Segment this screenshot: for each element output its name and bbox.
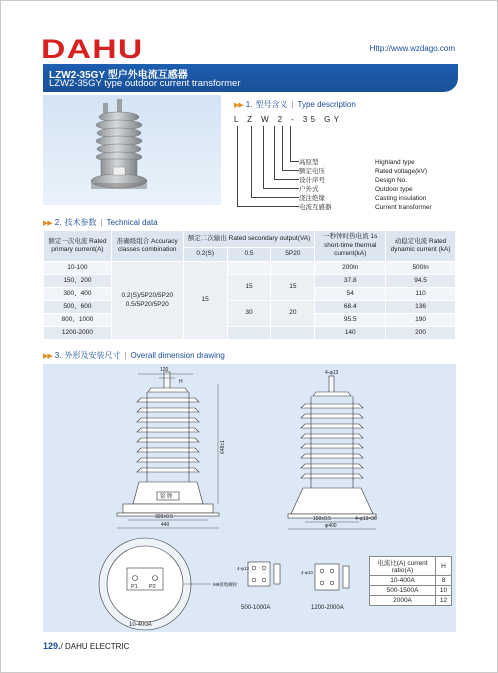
- side-view: [288, 376, 376, 529]
- type-row: 高原型 Highland type: [299, 159, 415, 166]
- output-05-b: 30: [227, 301, 271, 327]
- col-header-02s: 0.2(S): [183, 248, 227, 262]
- col-header-5p20: 5P20: [271, 248, 315, 262]
- table-row: 500、600 30 20 68.4 136: [44, 301, 456, 314]
- page-number: 129.: [43, 641, 61, 651]
- type-section-header: ▶▶ 1. 型号含义 | Type description: [234, 100, 356, 109]
- dahu-logo: DAHU: [41, 34, 144, 64]
- dim-4x13-terminal-a: 4-φ13: [237, 566, 249, 571]
- arrow-bullet-icon: ▶▶: [234, 101, 243, 109]
- table-row: 1200-2000 140 200: [44, 327, 456, 340]
- terminal-detail-1200-2000: [315, 564, 349, 590]
- terminal-detail-500-1000: [248, 562, 280, 586]
- type-code: L Z W 2 - 35 GY: [234, 115, 343, 124]
- table-row: 10-400A 8: [370, 576, 452, 586]
- caption-10-400a: 10-400A: [129, 622, 152, 628]
- table-row: 10-100 0.2(S)/5P20/5P20 0.5/5P20/5P20 15 200In 500In: [44, 262, 456, 275]
- h-header: H: [436, 557, 452, 576]
- ground-bolt-label: M8接地螺栓: [213, 582, 238, 587]
- dim-440: 440: [161, 522, 170, 528]
- dimension-drawing: [43, 364, 456, 632]
- col-header-thermal: 一秒钟时热电流 1s short-time thermal current(kA): [315, 231, 386, 262]
- dim-150: 150±0.5: [313, 516, 332, 522]
- type-row: 电流互感器 Current transformer: [299, 204, 432, 211]
- website-url[interactable]: Http://www.wzdago.com: [369, 44, 455, 53]
- col-header-accuracy: 准确级组合 Accuracy classes combination: [111, 231, 183, 262]
- type-row: 额定电压 Rated voltage(kV): [299, 168, 428, 175]
- output-02s: 15: [183, 262, 227, 340]
- dim-section-header: ▶▶ 3. 外形及安装尺寸 | Overall dimension drawing: [43, 351, 225, 360]
- type-row: 浇注绝缘 Casting insulation: [299, 195, 427, 202]
- arrow-bullet-icon: ▶▶: [43, 352, 52, 360]
- table-row: 300、400 54 110: [44, 288, 456, 301]
- arrow-bullet-icon: ▶▶: [43, 219, 52, 227]
- type-row: 户外式 Outdoor type: [299, 186, 413, 193]
- dim-h-label: H: [179, 379, 183, 385]
- table-row: 500-1500A 10: [370, 586, 452, 596]
- terminal-p1: P1: [131, 584, 138, 590]
- transformer-photo-icon: [43, 95, 221, 205]
- table-row: 150、200 15 15 37.8 94.5: [44, 275, 456, 288]
- dim-4x13: 4-φ13: [325, 370, 339, 376]
- product-photo: [43, 95, 221, 205]
- tech-section-header: ▶▶ 2. 技术参数 | Technical data: [43, 218, 158, 227]
- caption-500-1000a: 500-1000A: [241, 605, 271, 611]
- table-row: 2000A 12: [370, 596, 452, 606]
- current-ratio-table: [369, 556, 452, 606]
- col-header-05: 0.5: [227, 248, 271, 262]
- nameplate-label: 铭 牌: [160, 494, 173, 500]
- type-row: 设计序号 Design No.: [299, 177, 408, 184]
- col-header-dynamic: 动稳定电流 Rated dynamic current (kA): [386, 231, 456, 262]
- col-header-secondary: 额定二次输出 Rated secondary output(VA): [183, 231, 315, 248]
- page-footer: 129./ DAHU ELECTRIC: [43, 641, 130, 651]
- title-bar: [43, 64, 458, 92]
- accuracy-combination: 0.2(S)/5P20/5P20 0.5/5P20/5P20: [111, 262, 183, 340]
- output-5p20-b: 20: [271, 301, 315, 327]
- dim-120: 120: [160, 367, 169, 373]
- output-5p20-a: 15: [271, 275, 315, 301]
- table-row: 800、1000 95.5 190: [44, 314, 456, 327]
- dim-320: 320±0.5: [155, 514, 174, 520]
- front-view: [117, 372, 219, 528]
- ratio-header: 电流比(A) current ratio(A): [370, 557, 436, 576]
- output-05-a: 15: [227, 275, 271, 301]
- technical-data-table: [43, 230, 456, 340]
- terminal-p2: P2: [149, 584, 156, 590]
- caption-1200-2000a: 1200-2000A: [311, 605, 344, 611]
- title-english: LZW2-35GY type outdoor current transformer: [49, 78, 241, 89]
- title-chinese: LZW2-35GY 型户外电流互感器: [49, 70, 188, 81]
- dim-648: 648±1: [220, 440, 226, 454]
- dim-4x13x30: 4-φ13×30: [355, 516, 377, 522]
- col-header-primary: 额定一次电流 Rated primary current(A): [44, 231, 112, 262]
- dim-400: φ400: [325, 523, 337, 529]
- dim-4x13-terminal-b: 4-φ13: [301, 570, 313, 575]
- footer-company: DAHU ELECTRIC: [64, 642, 130, 651]
